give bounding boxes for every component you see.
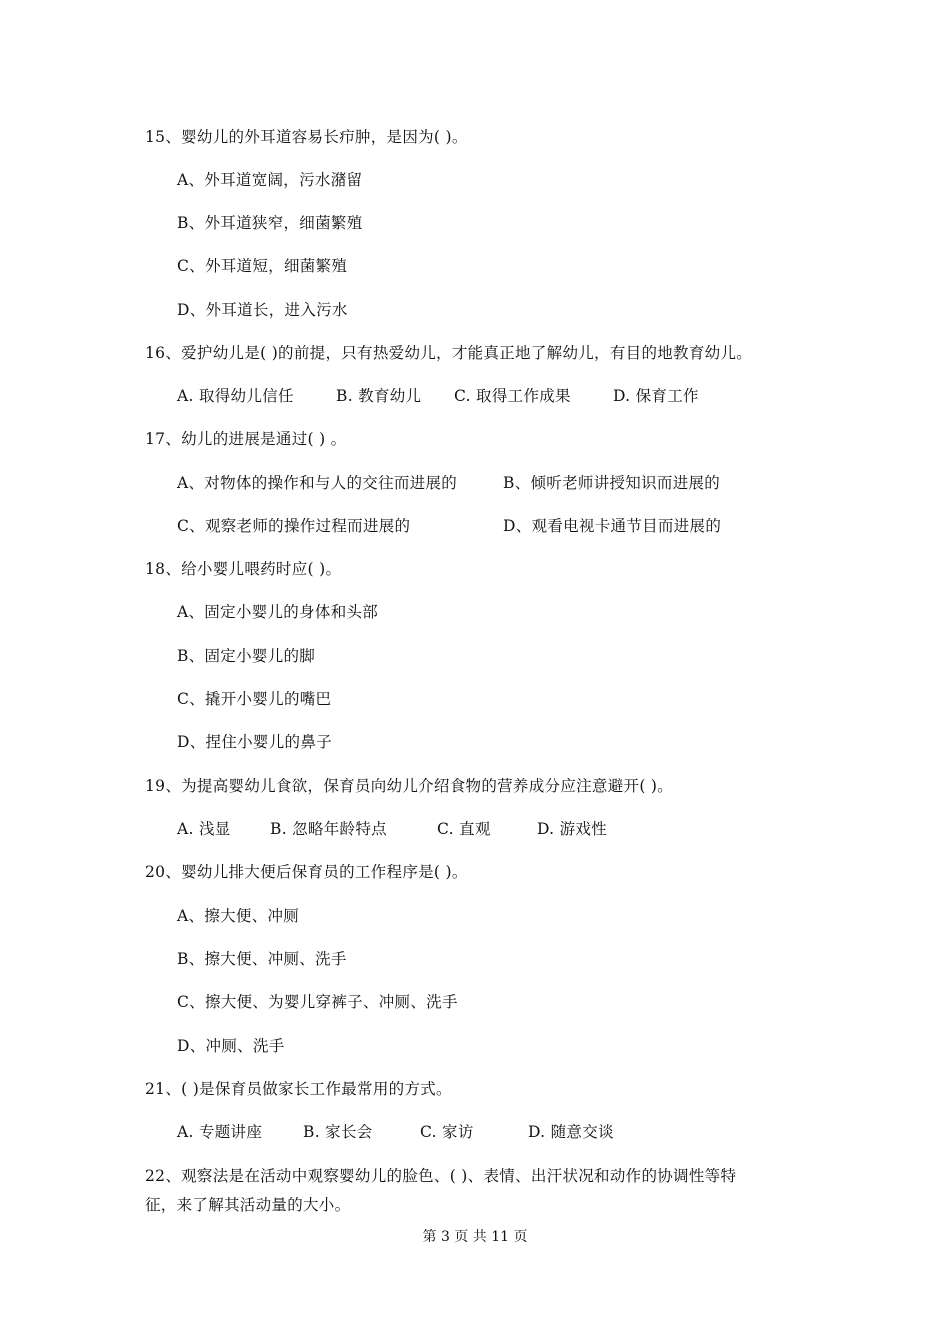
q15-option-b: B、外耳道狭窄，细菌繁殖: [177, 214, 363, 232]
q20-option-d: D、冲厕、洗手: [177, 1037, 285, 1055]
q16-option-b: B. 教育幼儿: [336, 387, 422, 405]
q17-option-b: B、倾听老师讲授知识而进展的: [503, 474, 721, 492]
q21-option-c: C. 家访: [420, 1123, 474, 1141]
q21-option-a: A. 专题讲座: [177, 1123, 263, 1141]
q16-option-a: A. 取得幼儿信任: [177, 387, 294, 405]
q17-option-c: C、观察老师的操作过程而进展的: [177, 517, 411, 535]
q20-option-c: C、擦大便、为婴儿穿裤子、冲厕、洗手: [177, 993, 458, 1011]
q15-option-c: C、外耳道短，细菌繁殖: [177, 257, 348, 275]
question-15: 15、婴幼儿的外耳道容易长疖肿，是因为( )。: [145, 128, 468, 146]
q17-option-d: D、观看电视卡通节目而进展的: [503, 517, 722, 535]
q18-option-a: A、固定小婴儿的身体和头部: [177, 603, 379, 621]
q18-option-b: B、固定小婴儿的脚: [177, 647, 316, 665]
q20-option-a: A、擦大便、冲厕: [177, 907, 300, 925]
question-20: 20、婴幼儿排大便后保育员的工作程序是( )。: [145, 863, 468, 881]
q19-option-c: C. 直观: [437, 820, 491, 838]
q16-option-d: D. 保育工作: [613, 387, 699, 405]
question-22-line-1: 22、观察法是在活动中观察婴幼儿的脸色、( )、表情、出汗状况和动作的协调性等特: [145, 1167, 737, 1185]
question-19: 19、为提高婴幼儿食欲，保育员向幼儿介绍食物的营养成分应注意避开( )。: [145, 777, 674, 795]
question-17: 17、幼儿的进展是通过( ) 。: [145, 430, 347, 448]
q19-option-b: B. 忽略年龄特点: [270, 820, 387, 838]
q18-option-d: D、捏住小婴儿的鼻子: [177, 733, 332, 751]
q21-option-b: B. 家长会: [303, 1123, 373, 1141]
q15-option-a: A、外耳道宽阔，污水潴留: [177, 171, 363, 189]
q19-option-d: D. 游戏性: [537, 820, 608, 838]
q19-option-a: A. 浅显: [177, 820, 231, 838]
q15-option-d: D、外耳道长，进入污水: [177, 301, 348, 319]
q21-option-d: D. 随意交谈: [528, 1123, 614, 1141]
q17-option-a: A、对物体的操作和与人的交往而进展的: [177, 474, 458, 492]
q20-option-b: B、擦大便、冲厕、洗手: [177, 950, 347, 968]
question-22-line-2: 征，来了解其活动量的大小。: [145, 1196, 351, 1214]
question-21: 21、( )是保育员做家长工作最常用的方式。: [145, 1080, 452, 1098]
q16-option-c: C. 取得工作成果: [454, 387, 571, 405]
page-footer: 第 3 页 共 11 页: [422, 1229, 528, 1245]
question-18: 18、给小婴儿喂药时应( )。: [145, 560, 342, 578]
question-16: 16、爱护幼儿是( )的前提，只有热爱幼儿，才能真正地了解幼儿，有目的地教育幼儿。: [145, 344, 753, 362]
q18-option-c: C、撬开小婴儿的嘴巴: [177, 690, 332, 708]
